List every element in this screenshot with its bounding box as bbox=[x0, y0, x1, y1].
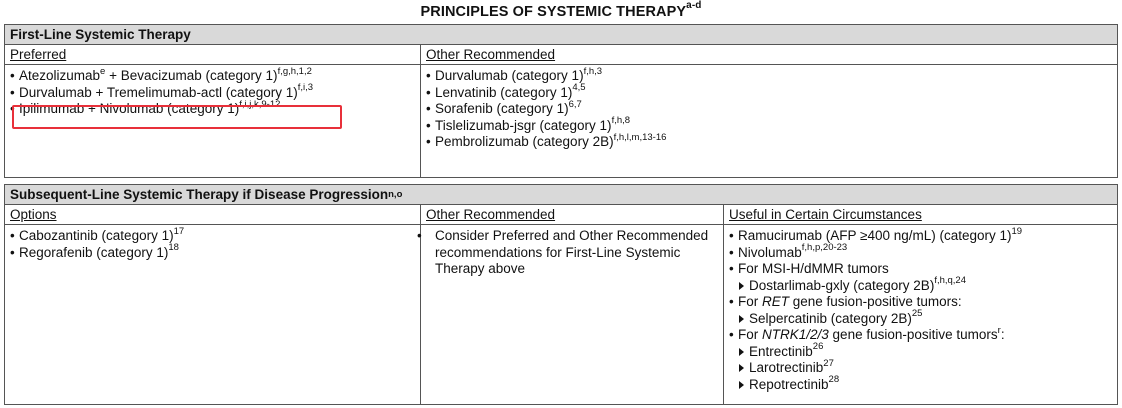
subsequent-other-heading: Other Recommended bbox=[421, 205, 723, 225]
list-item: • Pembrolizumab (category 2B)$^{f,h,l,m,13-16}$ bbox=[426, 131, 667, 149]
triangle-bullet-icon bbox=[739, 282, 744, 290]
useful-heading: Useful in Certain Circumstances bbox=[724, 205, 1117, 225]
list-item: • For NTRK1/2/3 gene fusion-positive tumors$^r$: bbox=[729, 324, 1005, 342]
list-item: • Consider Preferred and Other Recommended recommendations for First-Line Systemic Therapy above bbox=[417, 228, 709, 276]
list-item: • Sorafenib (category 1)$^{6,7}$ bbox=[426, 98, 582, 116]
subsequent-line-table bbox=[4, 184, 1118, 405]
list-item: • Ramucirumab (AFP ≥400 ng/mL) (category 1)$^{19}$ bbox=[729, 225, 1023, 243]
sub-list-item: Selpercatinib (category 2B)$^{25}$ bbox=[729, 311, 1117, 328]
options-heading: Options bbox=[5, 205, 420, 225]
triangle-bullet-icon bbox=[739, 381, 744, 389]
preferred-heading: Preferred bbox=[5, 45, 420, 65]
list-item: • Ipilimumab + Nivolumab (category 1)$^{f,i,j,k,9-12}$ bbox=[10, 98, 281, 116]
first-line-header: First-Line Systemic Therapy bbox=[5, 25, 1117, 45]
list-item: • Durvalumab (category 1)$^{f,h,3}$ bbox=[426, 65, 603, 83]
sub-list-item: Dostarlimab-gxly (category 2B)$^{f,h,q,24}$ bbox=[729, 278, 1117, 295]
triangle-bullet-icon bbox=[739, 364, 744, 372]
list-item: • Lenvatinib (category 1)$^{4,5}$ bbox=[426, 82, 586, 100]
useful-column bbox=[724, 205, 1117, 404]
subsequent-other-column bbox=[417, 205, 724, 404]
list-item: • Regorafenib (category 1)$^{18}$ bbox=[10, 242, 179, 260]
sub-list-item: Entrectinib$^{26}$ bbox=[729, 344, 1117, 361]
first-line-table bbox=[4, 24, 1118, 178]
list-item: • For RET gene fusion-positive tumors: bbox=[729, 294, 962, 309]
page-title-superscript: a-d bbox=[686, 0, 702, 11]
other-recommended-heading: Other Recommended bbox=[421, 45, 1117, 65]
sub-list-item: Repotrectinib$^{28}$ bbox=[729, 377, 1117, 394]
options-column bbox=[5, 205, 421, 404]
list-item: • Cabozantinib (category 1)$^{17}$ bbox=[10, 225, 185, 243]
list-item: • Nivolumab$^{f,h,p,20-23}$ bbox=[729, 242, 848, 260]
list-item: • Atezolizumab$^e$ + Bevacizumab (category 1)$^{f,g,h,1,2}$ bbox=[10, 65, 312, 83]
highlight-box bbox=[12, 105, 342, 129]
list-item: • For MSI-H/dMMR tumors bbox=[729, 261, 889, 276]
triangle-bullet-icon bbox=[739, 315, 744, 323]
triangle-bullet-icon bbox=[739, 348, 744, 356]
other-recommended-column bbox=[421, 45, 1117, 177]
page-title bbox=[0, 2, 1122, 20]
sub-list-item: Larotrectinib$^{27}$ bbox=[729, 360, 1117, 377]
list-item: • Durvalumab + Tremelimumab-actl (category 1)$^{f,i,3}$ bbox=[10, 82, 314, 100]
subsequent-line-header: Subsequent-Line Systemic Therapy if Disease Progression$^{n,o}$ bbox=[5, 185, 1117, 205]
page-title-text: PRINCIPLES OF SYSTEMIC THERAPY bbox=[420, 3, 687, 20]
list-item: • Tislelizumab-jsgr (category 1)$^{f,h,8}$ bbox=[426, 115, 631, 133]
